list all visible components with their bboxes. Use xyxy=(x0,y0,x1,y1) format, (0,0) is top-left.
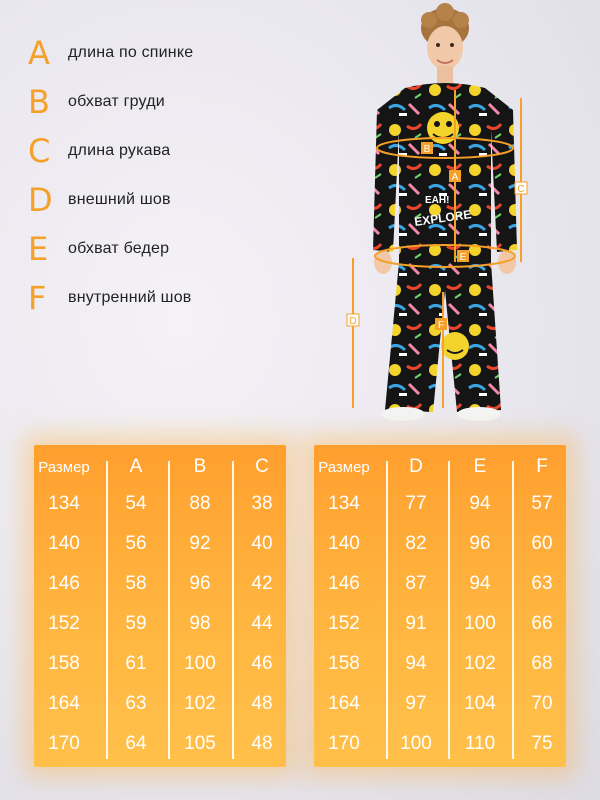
measure-cell: 102 xyxy=(184,693,216,714)
label-c: C xyxy=(517,184,525,195)
label-d: D xyxy=(349,316,357,327)
size-cell: 164 xyxy=(328,693,360,714)
size-table-right xyxy=(314,445,566,767)
legend-item-a xyxy=(28,28,328,77)
column-divider xyxy=(106,461,108,759)
measure-column-header: E xyxy=(473,456,487,477)
column-divider xyxy=(512,461,514,759)
size-cell: 170 xyxy=(328,733,360,754)
size-cell: 134 xyxy=(48,493,80,514)
measure-cell: 75 xyxy=(531,733,553,754)
legend-item-f xyxy=(28,273,328,322)
measure-cell: 87 xyxy=(405,573,427,594)
label-b: B xyxy=(423,144,431,155)
measure-cell: 63 xyxy=(125,693,147,714)
measure-cell: 105 xyxy=(184,733,216,754)
measure-cell: 97 xyxy=(405,693,427,714)
column-divider xyxy=(168,461,170,759)
legend-label: длина по спинке xyxy=(68,43,194,61)
measure-cell: 68 xyxy=(531,653,553,674)
measure-cell: 46 xyxy=(251,653,273,674)
measure-cell: 82 xyxy=(405,533,427,554)
measure-column-header: B xyxy=(193,456,207,477)
legend-letter: D xyxy=(28,180,53,219)
measure-cell: 42 xyxy=(251,573,273,594)
label-a: A xyxy=(451,172,459,183)
measure-cell: 70 xyxy=(531,693,553,714)
model-figure xyxy=(345,0,565,430)
legend-label: обхват груди xyxy=(68,92,165,110)
measure-cell: 60 xyxy=(531,533,553,554)
size-cell: 170 xyxy=(48,733,80,754)
measure-cell: 61 xyxy=(125,653,147,674)
size-column-header: Размер xyxy=(318,459,370,476)
size-cell: 158 xyxy=(328,653,360,674)
label-e: E xyxy=(459,252,467,263)
size-cell: 152 xyxy=(48,613,80,634)
legend-letter: C xyxy=(28,131,51,170)
size-cell: 140 xyxy=(328,533,360,554)
size-cell: 164 xyxy=(48,693,80,714)
column-divider xyxy=(386,461,388,759)
legend-item-d xyxy=(28,175,328,224)
measure-cell: 66 xyxy=(531,613,553,634)
print-text-eah: EAH! xyxy=(425,195,450,206)
legend-item-c xyxy=(28,126,328,175)
legend-item-b xyxy=(28,77,328,126)
legend-label: внешний шов xyxy=(68,190,171,208)
size-cell: 152 xyxy=(328,613,360,634)
measure-column-header: C xyxy=(255,456,269,477)
measure-cell: 48 xyxy=(251,733,273,754)
measure-cell: 96 xyxy=(189,573,211,594)
label-f: F xyxy=(437,320,445,331)
legend-letter: F xyxy=(28,278,47,317)
measure-cell: 88 xyxy=(189,493,211,514)
size-cell: 134 xyxy=(328,493,360,514)
measure-cell: 92 xyxy=(189,533,211,554)
print-text-explore: EXPLORE xyxy=(413,207,473,229)
measure-cell: 104 xyxy=(464,693,496,714)
legend-label: длина рукава xyxy=(68,141,171,159)
legend-letter: E xyxy=(28,229,49,268)
legend-letter: B xyxy=(28,82,50,121)
measure-cell: 100 xyxy=(400,733,432,754)
measure-cell: 77 xyxy=(405,493,427,514)
measure-cell: 91 xyxy=(405,613,427,634)
measure-cell: 94 xyxy=(469,573,491,594)
measure-cell: 64 xyxy=(125,733,147,754)
measure-column-header: A xyxy=(129,456,143,477)
legend-label: обхват бедер xyxy=(68,239,170,257)
size-cell: 146 xyxy=(328,573,360,594)
measure-cell: 94 xyxy=(469,493,491,514)
measure-cell: 110 xyxy=(464,733,496,754)
size-cell: 146 xyxy=(48,573,80,594)
legend-letter: A xyxy=(28,33,50,72)
size-table-grid xyxy=(34,445,286,767)
measure-cell: 59 xyxy=(125,613,147,634)
model-illustration xyxy=(345,0,565,430)
measure-cell: 100 xyxy=(464,613,496,634)
size-table-grid xyxy=(314,445,566,767)
measure-cell: 98 xyxy=(189,613,211,634)
measure-cell: 102 xyxy=(464,653,496,674)
measure-cell: 56 xyxy=(125,533,147,554)
size-cell: 140 xyxy=(48,533,80,554)
measure-cell: 57 xyxy=(531,493,553,514)
measure-cell: 48 xyxy=(251,693,273,714)
measure-column-header: F xyxy=(536,456,548,477)
measure-column-header: D xyxy=(409,456,423,477)
size-cell: 158 xyxy=(48,653,80,674)
measure-cell: 94 xyxy=(405,653,427,674)
measure-cell: 44 xyxy=(251,613,273,634)
legend-item-e xyxy=(28,224,328,273)
measure-cell: 38 xyxy=(251,493,273,514)
column-divider xyxy=(232,461,234,759)
measurement-legend xyxy=(28,28,328,322)
size-table-left xyxy=(34,445,286,767)
measure-cell: 58 xyxy=(125,573,147,594)
size-column-header: Размер xyxy=(38,459,90,476)
measure-cell: 96 xyxy=(469,533,491,554)
measure-cell: 54 xyxy=(125,493,147,514)
measure-cell: 100 xyxy=(184,653,216,674)
column-divider xyxy=(448,461,450,759)
measure-cell: 63 xyxy=(531,573,553,594)
measure-cell: 40 xyxy=(251,533,273,554)
legend-label: внутренний шов xyxy=(68,288,192,306)
